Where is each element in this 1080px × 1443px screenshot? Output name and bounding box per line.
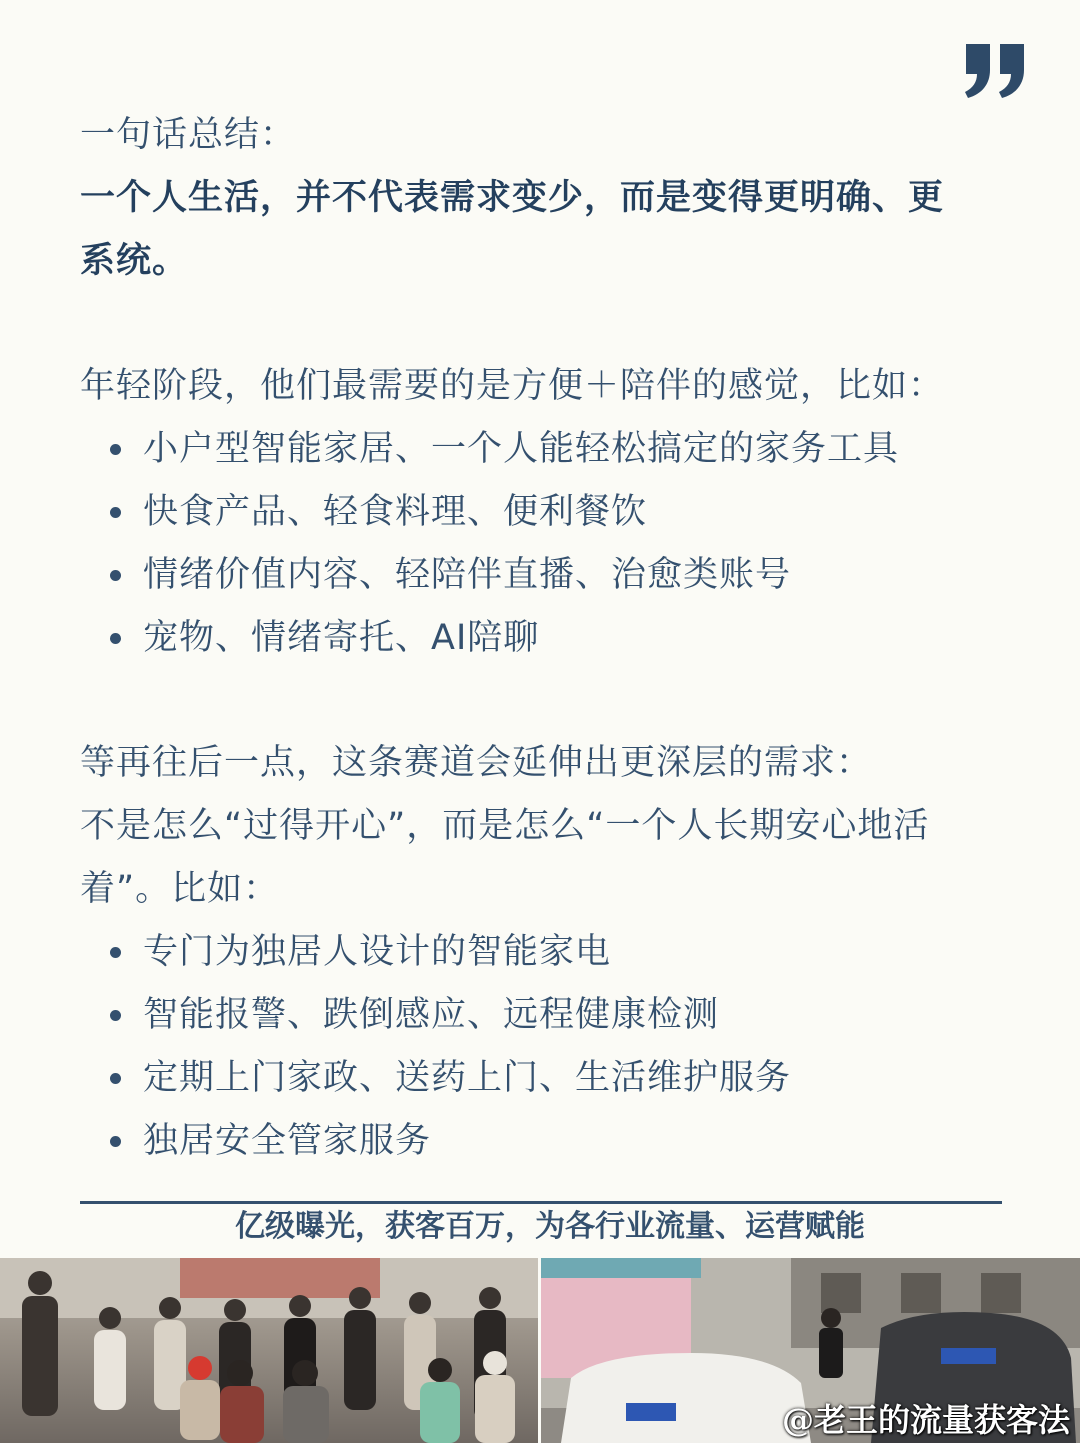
list-item: 独居安全管家服务 — [80, 1110, 1020, 1173]
young-stage-list — [80, 418, 1020, 670]
list-item: 情绪价值内容、轻陪伴直播、治愈类账号 — [80, 544, 1020, 607]
later-stage-intro-line-3: 着”。比如： — [80, 869, 280, 909]
young-stage-intro: 年轻阶段，他们最需要的是方便＋陪伴的感觉，比如： — [80, 366, 945, 406]
footer-divider — [80, 1201, 1002, 1204]
later-stage-intro-line-2: 不是怎么“过得开心”，而是怎么“一个人长期安心地活 — [80, 806, 930, 846]
footer-slogan: 亿级曝光，获客百万，为各行业流量、运营赋能 — [235, 1209, 865, 1244]
list-item: 宠物、情绪寄托、AI陪聊 — [80, 607, 1020, 670]
list-item: 专门为独居人设计的智能家电 — [80, 921, 1020, 984]
group-photo — [0, 1258, 538, 1443]
later-stage-list — [80, 921, 1020, 1173]
article-body — [80, 104, 1020, 1173]
photo-strip — [0, 1258, 1080, 1443]
closing-quote-icon — [962, 40, 1028, 100]
list-item: 快食产品、轻食料理、便利餐饮 — [80, 481, 1020, 544]
later-stage-intro-line-1: 等再往后一点，这条赛道会延伸出更深层的需求： — [80, 743, 873, 783]
list-item: 小户型智能家居、一个人能轻松搞定的家务工具 — [80, 418, 1020, 481]
summary-bold-line-1: 一个人生活，并不代表需求变少，而是变得更明确、更 — [80, 178, 945, 218]
list-item: 智能报警、跌倒感应、远程健康检测 — [80, 984, 1020, 1047]
author-watermark: @老王的流量获客法 — [781, 1401, 1070, 1439]
summary-bold-line-2: 系统。 — [80, 241, 189, 281]
list-item: 定期上门家政、送药上门、生活维护服务 — [80, 1047, 1020, 1110]
summary-heading: 一句话总结： — [80, 115, 297, 155]
